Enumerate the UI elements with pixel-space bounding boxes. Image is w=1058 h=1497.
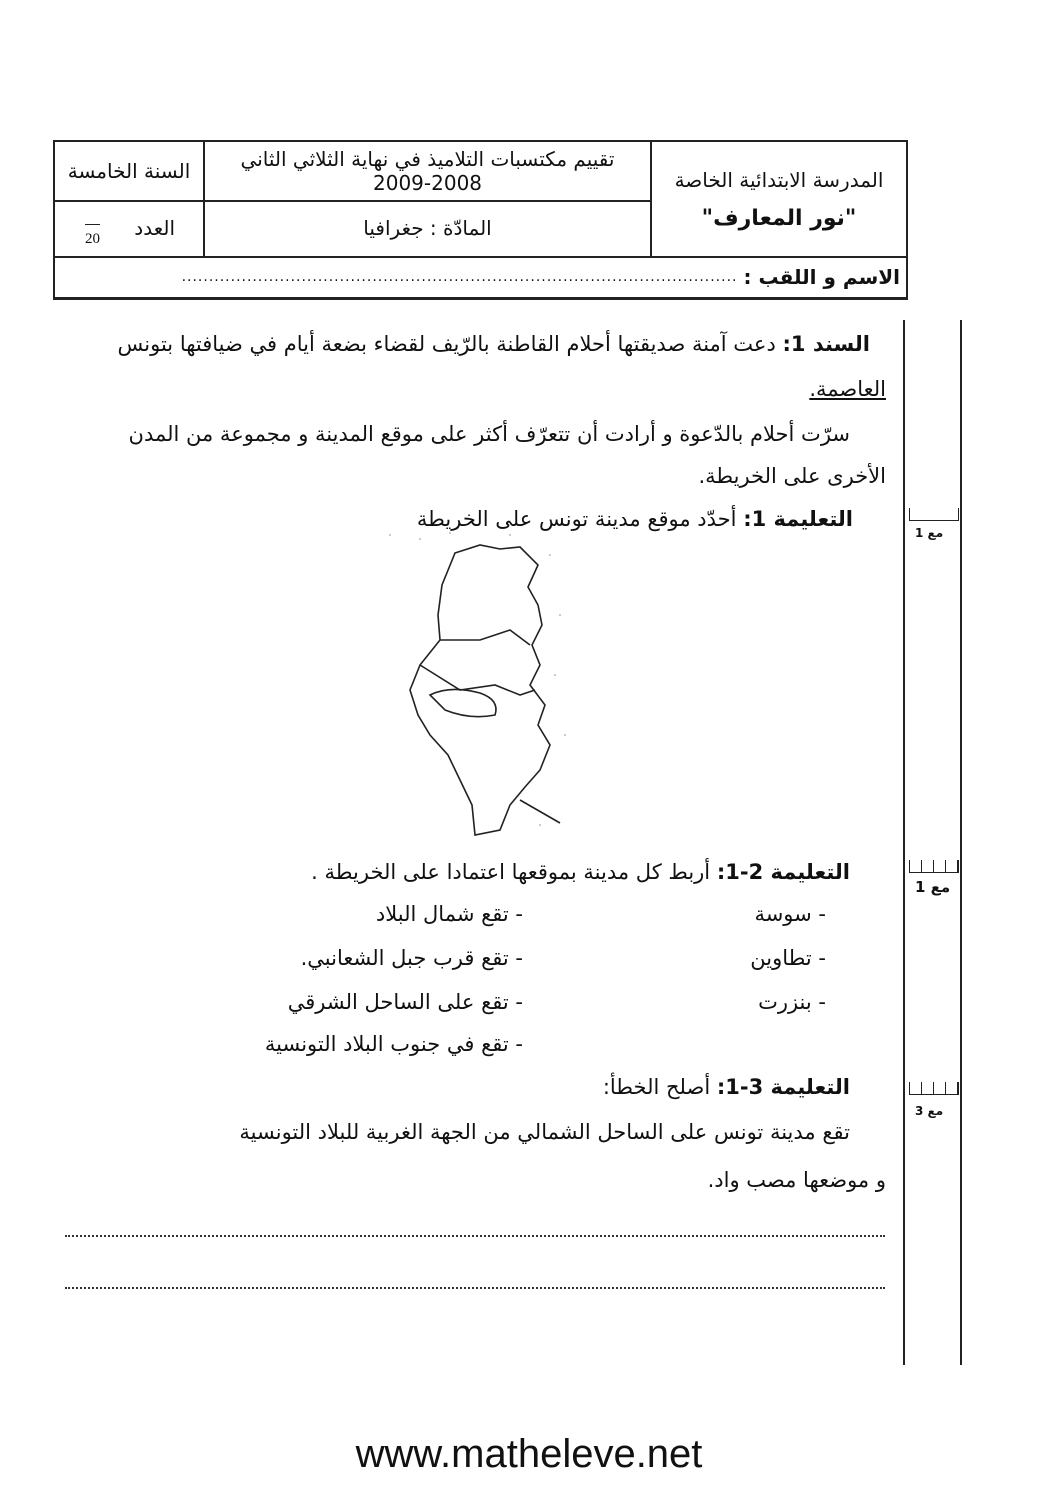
sanad-label: السند 1:: [782, 332, 870, 356]
score-box[interactable]: [909, 508, 959, 521]
question-3: [603, 1075, 850, 1099]
exam-title: تقييم مكتسبات التلاميذ في نهاية الثلاثي الثاني: [240, 147, 615, 171]
location-item[interactable]: - تقع في جنوب البلاد التونسية: [264, 1032, 523, 1056]
exam-title-cell: [205, 142, 650, 200]
criterion-label: مع 3: [915, 1104, 944, 1118]
name-field[interactable]: ......................................................................................................: [181, 269, 738, 285]
paragraph-line: سرّت أحلام بالدّعوة و أرادت أن تتعرّف أكثر على موقع المدينة و مجموعة من المدن: [128, 422, 850, 446]
grade-level: السنة الخامسة: [67, 159, 191, 183]
score-box[interactable]: [909, 860, 959, 873]
answer-line[interactable]: [65, 1287, 885, 1289]
school-name-line1: المدرسة الابتدائية الخاصة: [674, 167, 884, 192]
website-footer: www.matheleve.net: [355, 1432, 703, 1476]
school-year: 2009-2008: [373, 171, 483, 195]
question-label: التعليمة 3-1:: [716, 1075, 850, 1099]
criterion-label: مع 1: [915, 526, 944, 540]
question-2: [311, 860, 850, 884]
name-row: [55, 256, 906, 298]
score-box[interactable]: [909, 1082, 959, 1095]
question-text: أربط كل مدينة بموقعها اعتمادا على الخريطة .: [311, 860, 711, 884]
grade-cell: [55, 142, 203, 200]
answer-line[interactable]: [65, 1235, 885, 1237]
grading-margin: [903, 320, 962, 1365]
sanad-line-1: [118, 332, 871, 356]
map-outline: [410, 545, 560, 835]
name-label: الاسم و اللقب :: [743, 265, 900, 289]
location-item[interactable]: - تقع قرب جبل الشعانبي.: [300, 946, 523, 970]
error-sentence: تقع مدينة تونس على الساحل الشمالي من الجهة الغربية للبلاد التونسية: [239, 1120, 850, 1144]
city-item[interactable]: - بنزرت: [758, 990, 826, 1014]
question-text: أصلح الخطأ:: [602, 1075, 711, 1099]
sanad-text-2: العاصمة.: [809, 377, 886, 401]
criterion-label: مع 1: [915, 878, 951, 896]
city-item[interactable]: - تطاوين: [750, 946, 826, 970]
location-item[interactable]: - تقع على الساحل الشرقي: [287, 990, 523, 1014]
location-item[interactable]: - تقع شمال البلاد: [375, 902, 523, 926]
tunisia-map[interactable]: [360, 525, 590, 845]
paragraph-line: الأخرى على الخريطة.: [698, 464, 886, 488]
question-label: التعليمة 2-1:: [716, 860, 850, 884]
score-label: العدد: [134, 216, 175, 240]
score-total: 20: [85, 224, 100, 248]
score-cell: [55, 200, 203, 256]
city-item[interactable]: - سوسة: [754, 902, 826, 926]
header-table: [53, 140, 908, 300]
subject-cell: [205, 200, 650, 256]
error-sentence: و موضعها مصب واد.: [707, 1168, 886, 1192]
school-name: [652, 142, 906, 256]
sanad-text: دعت آمنة صديقتها أحلام القاطنة بالرّيف لقضاء بضعة أيام في ضيافتها بتونس: [117, 332, 776, 356]
subject: المادّة : جغرافيا: [363, 216, 492, 240]
school-name-line2: "نور المعارف": [701, 205, 857, 231]
question-label: التعليمة 1:: [743, 507, 853, 531]
sea-stipple: [389, 532, 566, 826]
question-text: أحدّد موقع مدينة تونس على الخريطة: [416, 507, 737, 531]
